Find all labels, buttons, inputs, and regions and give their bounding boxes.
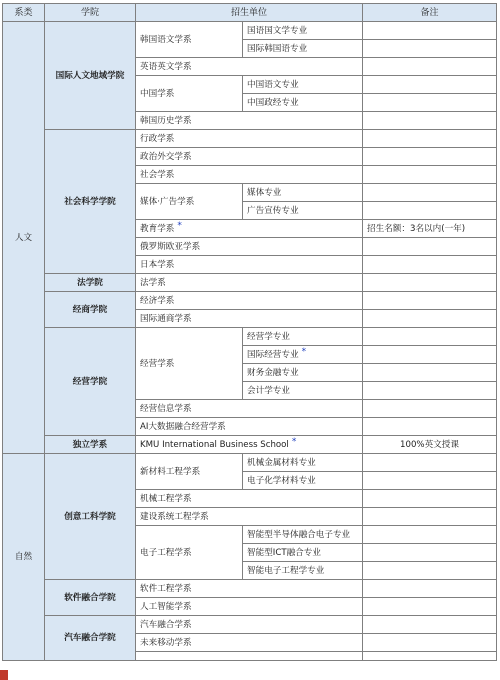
college-social: 社会科学学院 [45,130,136,274]
major-ict-conv: 智能型ICT融合专业 [243,544,363,562]
major-electronic-chem: 电子化学材料专业 [243,472,363,490]
major-smart-elec: 智能电子工程学专业 [243,562,363,580]
remark-cell [363,328,497,346]
college-intl: 国际人文地域学院 [45,22,136,130]
remark-cell [363,418,497,436]
remark-cell [363,22,497,40]
header-admission-unit: 招生单位 [136,4,363,22]
remark-cell [363,112,497,130]
dept-sociology: 社会学系 [136,166,363,184]
admission-units-table [2,3,497,661]
remark-cell [363,292,497,310]
table-row [3,130,497,148]
dept-future-mobility: 未来移动学系 [136,634,363,652]
admission-table-wrapper [2,3,497,661]
table-row [3,274,497,292]
dept-politics: 政治外交学系 [136,148,363,166]
dept-mech: 机械工程学系 [136,490,363,508]
remark-cell [363,148,497,166]
remark-education: 招生名额：3名以内(一年) [363,220,497,238]
remark-cell [363,94,497,112]
major-business: 经营学专业 [243,328,363,346]
category-natural: 自然 [3,454,45,661]
remark-cell [363,598,497,616]
college-law: 法学院 [45,274,136,292]
remark-cell [363,454,497,472]
dept-admin: 行政学系 [136,130,363,148]
remark-cell [363,346,497,364]
college-creative: 创意工科学院 [45,454,136,580]
dept-auto-conv: 汽车融合学系 [136,616,363,634]
remark-cell [363,40,497,58]
remark-cell [363,364,497,382]
dept-korean-hist: 韩国历史学系 [136,112,363,130]
remark-cell [363,76,497,94]
header-remarks: 备注 [363,4,497,22]
category-humanities: 人文 [3,22,45,454]
dept-mis: 经营信息学系 [136,400,363,418]
table-row [3,292,497,310]
college-mgmt: 经营学院 [45,328,136,436]
major-chinese-lit: 中国语文专业 [243,76,363,94]
dept-law: 法学系 [136,274,363,292]
corner-mark [0,670,8,680]
remark-cell [363,238,497,256]
remark-cell [363,130,497,148]
remark-kmu-ibs: 100%英文授课 [363,436,497,454]
dept-japan: 日本学系 [136,256,363,274]
table-row [3,580,497,598]
table-row [3,22,497,40]
table-row [3,616,497,634]
dept-materials: 新材料工程学系 [136,454,243,490]
major-intl-business: 国际经营专业 [247,349,299,360]
dept-trade: 国际通商学系 [136,310,363,328]
remark-cell [363,472,497,490]
remark-cell [363,652,497,661]
college-software: 软件融合学院 [45,580,136,616]
remark-cell [363,58,497,76]
dept-chinese: 中国学系 [136,76,243,112]
star-mark: * [177,220,182,231]
remark-cell [363,526,497,544]
remark-cell [363,382,497,400]
major-semi-conv: 智能型半导体融合电子专业 [243,526,363,544]
major-intl-korean: 国际韩国语专业 [243,40,363,58]
remark-cell [363,166,497,184]
major-finance: 财务金融专业 [243,364,363,382]
major-metal-materials: 机械金属材料专业 [243,454,363,472]
major-accounting: 会计学专业 [243,382,363,400]
dept-english: 英语英文学系 [136,58,363,76]
header-category: 系类 [3,4,45,22]
remark-cell [363,562,497,580]
remark-cell [363,274,497,292]
dept-education-cell [136,220,363,238]
remark-cell [363,580,497,598]
remark-cell [363,400,497,418]
dept-russia: 俄罗斯欧亚学系 [136,238,363,256]
college-indep: 独立学系 [45,436,136,454]
empty-cell [136,652,363,661]
table-header-row [3,4,497,22]
remark-cell [363,490,497,508]
major-korean-lit: 国语国文学专业 [243,22,363,40]
dept-korean-lit: 韩国语文学系 [136,22,243,58]
college-econ: 经商学院 [45,292,136,328]
major-chinese-pol-econ: 中国政经专业 [243,94,363,112]
major-advert: 广告宣传专业 [243,202,363,220]
dept-media: 媒体·广告学系 [136,184,243,220]
remark-cell [363,508,497,526]
dept-education: 教育学系 [140,223,175,234]
dept-civil: 建设系统工程学系 [136,508,363,526]
remark-cell [363,310,497,328]
dept-sw-eng: 软件工程学系 [136,580,363,598]
remark-cell [363,544,497,562]
dept-ee: 电子工程学系 [136,526,243,580]
remark-cell [363,256,497,274]
table-row [3,454,497,472]
table-row [3,436,497,454]
header-college: 学院 [45,4,136,22]
major-media: 媒体专业 [243,184,363,202]
dept-kmu-ibs-cell [136,436,363,454]
dept-economics: 经济学系 [136,292,363,310]
star-mark: * [301,346,307,357]
remark-cell [363,634,497,652]
dept-ai: 人工智能学系 [136,598,363,616]
star-mark: * [291,436,297,447]
remark-cell [363,616,497,634]
dept-kmu-ibs: KMU International Business School [140,439,289,450]
dept-business: 经营学系 [136,328,243,400]
remark-cell [363,184,497,202]
college-auto: 汽车融合学院 [45,616,136,661]
table-row [3,328,497,346]
major-intl-business-cell [243,346,363,364]
remark-cell [363,202,497,220]
dept-ai-bigdata: AI大数据融合经营学系 [136,418,363,436]
